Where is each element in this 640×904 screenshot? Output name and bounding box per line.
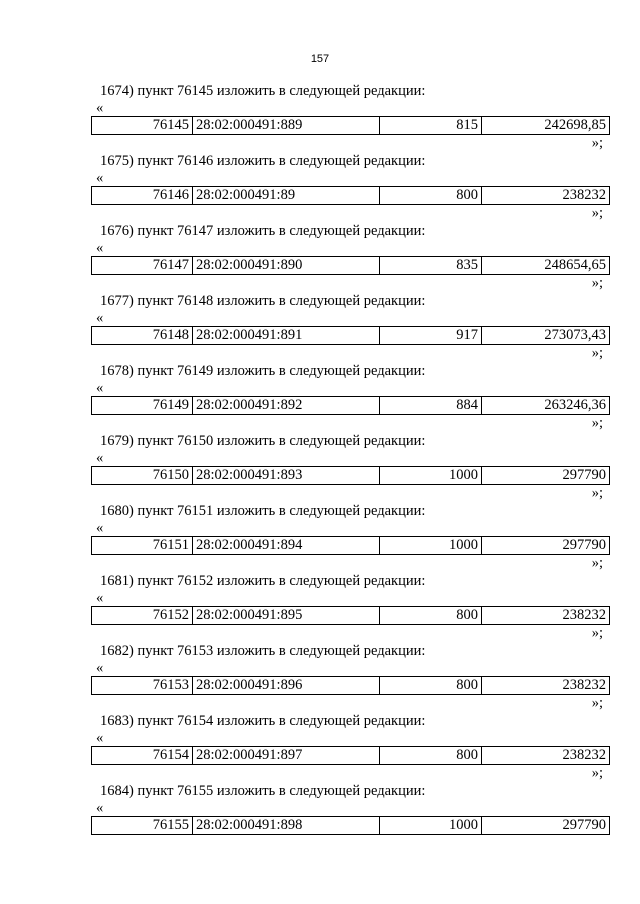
amendment-table — [91, 256, 610, 275]
value-cell: 263246,36 — [482, 397, 610, 415]
amendment-table — [91, 326, 610, 345]
value-cell: 297790 — [482, 817, 610, 835]
cadastral-number-cell: 28:02:000491:894 — [193, 537, 380, 555]
amendment-instruction: 1680) пункт 76151 изложить в следующей редакции: — [100, 503, 426, 519]
point-number-cell: 76145 — [92, 117, 193, 135]
area-cell: 917 — [380, 327, 482, 345]
amendment-instruction: 1676) пункт 76147 изложить в следующей редакции: — [100, 223, 426, 239]
amendment-table — [91, 606, 610, 625]
closing-quote: »; — [591, 275, 603, 291]
area-cell: 800 — [380, 187, 482, 205]
closing-quote: »; — [591, 695, 603, 711]
closing-quote: »; — [591, 135, 603, 151]
value-cell: 238232 — [482, 187, 610, 205]
cadastral-number-cell: 28:02:000491:896 — [193, 677, 380, 695]
amendment-table — [91, 676, 610, 695]
opening-quote: « — [96, 380, 104, 396]
point-number-cell: 76147 — [92, 257, 193, 275]
value-cell: 238232 — [482, 607, 610, 625]
amendment-table — [91, 466, 610, 485]
cadastral-number-cell: 28:02:000491:898 — [193, 817, 380, 835]
amendment-instruction: 1684) пункт 76155 изложить в следующей редакции: — [100, 783, 426, 799]
area-cell: 835 — [380, 257, 482, 275]
table-row — [92, 677, 610, 695]
value-cell: 248654,65 — [482, 257, 610, 275]
opening-quote: « — [96, 170, 104, 186]
amendment-instruction: 1682) пункт 76153 изложить в следующей редакции: — [100, 643, 426, 659]
amendment-block — [91, 152, 610, 222]
area-cell: 1000 — [380, 537, 482, 555]
amendment-instruction: 1678) пункт 76149 изложить в следующей редакции: — [100, 363, 426, 379]
amendment-block — [91, 432, 610, 502]
opening-quote: « — [96, 310, 104, 326]
amendment-block — [91, 502, 610, 572]
amendment-table — [91, 116, 610, 135]
amendment-block — [91, 572, 610, 642]
cadastral-number-cell: 28:02:000491:897 — [193, 747, 380, 765]
page-number: 157 — [310, 53, 330, 65]
opening-quote: « — [96, 660, 104, 676]
area-cell: 800 — [380, 607, 482, 625]
table-row — [92, 467, 610, 485]
amendment-block — [91, 642, 610, 712]
area-cell: 800 — [380, 677, 482, 695]
opening-quote: « — [96, 800, 104, 816]
table-row — [92, 747, 610, 765]
amendment-instruction: 1683) пункт 76154 изложить в следующей редакции: — [100, 713, 426, 729]
opening-quote: « — [96, 590, 104, 606]
value-cell: 297790 — [482, 467, 610, 485]
value-cell: 297790 — [482, 537, 610, 555]
amendment-instruction: 1675) пункт 76146 изложить в следующей редакции: — [100, 153, 426, 169]
closing-quote: »; — [591, 205, 603, 221]
amendment-instruction: 1674) пункт 76145 изложить в следующей редакции: — [100, 83, 426, 99]
closing-quote: »; — [591, 345, 603, 361]
area-cell: 1000 — [380, 467, 482, 485]
amendment-block — [91, 782, 610, 852]
area-cell: 1000 — [380, 817, 482, 835]
table-row — [92, 187, 610, 205]
point-number-cell: 76146 — [92, 187, 193, 205]
opening-quote: « — [96, 730, 104, 746]
opening-quote: « — [96, 240, 104, 256]
opening-quote: « — [96, 100, 104, 116]
table-row — [92, 607, 610, 625]
cadastral-number-cell: 28:02:000491:891 — [193, 327, 380, 345]
amendment-block — [91, 222, 610, 292]
closing-quote: »; — [591, 555, 603, 571]
cadastral-number-cell: 28:02:000491:893 — [193, 467, 380, 485]
area-cell: 884 — [380, 397, 482, 415]
point-number-cell: 76149 — [92, 397, 193, 415]
point-number-cell: 76153 — [92, 677, 193, 695]
closing-quote: »; — [591, 485, 603, 501]
opening-quote: « — [96, 520, 104, 536]
table-row — [92, 117, 610, 135]
table-row — [92, 817, 610, 835]
cadastral-number-cell: 28:02:000491:89 — [193, 187, 380, 205]
amendment-table — [91, 816, 610, 835]
value-cell: 238232 — [482, 747, 610, 765]
value-cell: 242698,85 — [482, 117, 610, 135]
point-number-cell: 76155 — [92, 817, 193, 835]
point-number-cell: 76154 — [92, 747, 193, 765]
cadastral-number-cell: 28:02:000491:889 — [193, 117, 380, 135]
cadastral-number-cell: 28:02:000491:890 — [193, 257, 380, 275]
amendment-block — [91, 82, 610, 152]
area-cell: 800 — [380, 747, 482, 765]
amendment-block — [91, 362, 610, 432]
closing-quote: »; — [591, 415, 603, 431]
value-cell: 238232 — [482, 677, 610, 695]
amendment-table — [91, 186, 610, 205]
amendment-table — [91, 396, 610, 415]
amendment-instruction: 1677) пункт 76148 изложить в следующей редакции: — [100, 293, 426, 309]
table-row — [92, 397, 610, 415]
amendment-instruction: 1679) пункт 76150 изложить в следующей редакции: — [100, 433, 426, 449]
table-row — [92, 537, 610, 555]
amendment-table — [91, 536, 610, 555]
opening-quote: « — [96, 450, 104, 466]
area-cell: 815 — [380, 117, 482, 135]
cadastral-number-cell: 28:02:000491:895 — [193, 607, 380, 625]
cadastral-number-cell: 28:02:000491:892 — [193, 397, 380, 415]
table-row — [92, 257, 610, 275]
point-number-cell: 76150 — [92, 467, 193, 485]
document-body — [91, 82, 610, 852]
closing-quote: »; — [591, 625, 603, 641]
value-cell: 273073,43 — [482, 327, 610, 345]
amendment-instruction: 1681) пункт 76152 изложить в следующей редакции: — [100, 573, 426, 589]
amendment-table — [91, 746, 610, 765]
point-number-cell: 76148 — [92, 327, 193, 345]
amendment-block — [91, 292, 610, 362]
table-row — [92, 327, 610, 345]
closing-quote: »; — [591, 765, 603, 781]
point-number-cell: 76152 — [92, 607, 193, 625]
amendment-block — [91, 712, 610, 782]
point-number-cell: 76151 — [92, 537, 193, 555]
